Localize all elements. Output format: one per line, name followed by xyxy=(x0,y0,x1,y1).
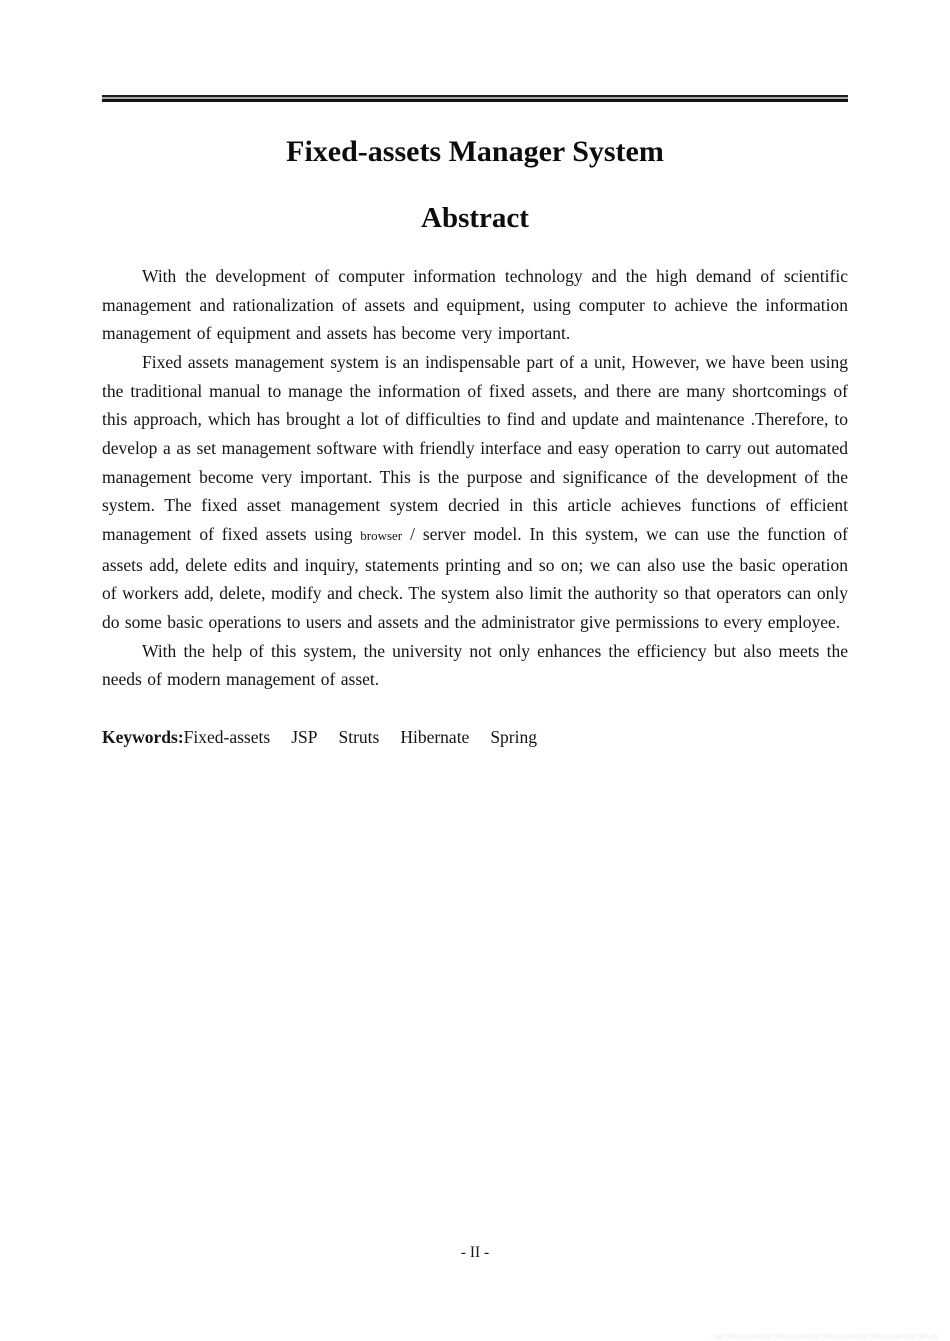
keywords-label: Keywords: xyxy=(102,726,184,747)
abstract-heading: Abstract xyxy=(421,202,529,234)
abstract-paragraph-1: With the development of computer information technology and the high demand of scientific management and rationalization of assets and equipment, using computer to achieve the information management of equipment and assets has become very important. xyxy=(102,266,848,344)
keyword-item: Struts xyxy=(338,726,380,747)
abstract-paragraph-2 xyxy=(102,348,848,637)
keyword-item: Spring xyxy=(490,726,538,747)
abstract-paragraph-3: With the help of this system, the university not only enhances the efficiency but also meets the needs of modern management of asset. xyxy=(102,640,848,690)
scan-artifact xyxy=(713,1334,938,1339)
page-content xyxy=(102,95,848,752)
document-title: Fixed-assets Manager System xyxy=(286,135,664,168)
keyword-item: Hibernate xyxy=(400,726,470,747)
keywords-line xyxy=(102,723,848,752)
paragraph-2-segment-b: / server model. In this system, we can use the function of assets add, delete edits and inquiry, statements printing and so on; we can also use the basic operation of workers add, delete, modify and check. The system also limit the authority so that operators can only do some basic operations to users and assets and the administrator give permissions to every employee. xyxy=(102,523,848,632)
paragraph-2-segment-a: Fixed assets management system is an indispensable part of a unit, However, we have been using the traditional manual to manage the information of fixed assets, and there are many shortcomings of this approach, which has brought a lot of difficulties to find and update and maintenance .Therefore, to develop a as set management software with friendly interface and easy operation to carry out automated management become very important. This is the purpose and significance of the development of the system. The fixed asset management system decried in this article achieves functions of efficient management of fixed assets using xyxy=(102,351,848,544)
keyword-item: JSP xyxy=(291,726,318,747)
paragraph-2-small-word: browser xyxy=(360,527,403,543)
header-double-rule xyxy=(102,95,848,102)
keyword-item: Fixed-assets xyxy=(183,726,271,747)
abstract-body xyxy=(102,262,848,752)
page-number: - II - xyxy=(460,1244,490,1261)
